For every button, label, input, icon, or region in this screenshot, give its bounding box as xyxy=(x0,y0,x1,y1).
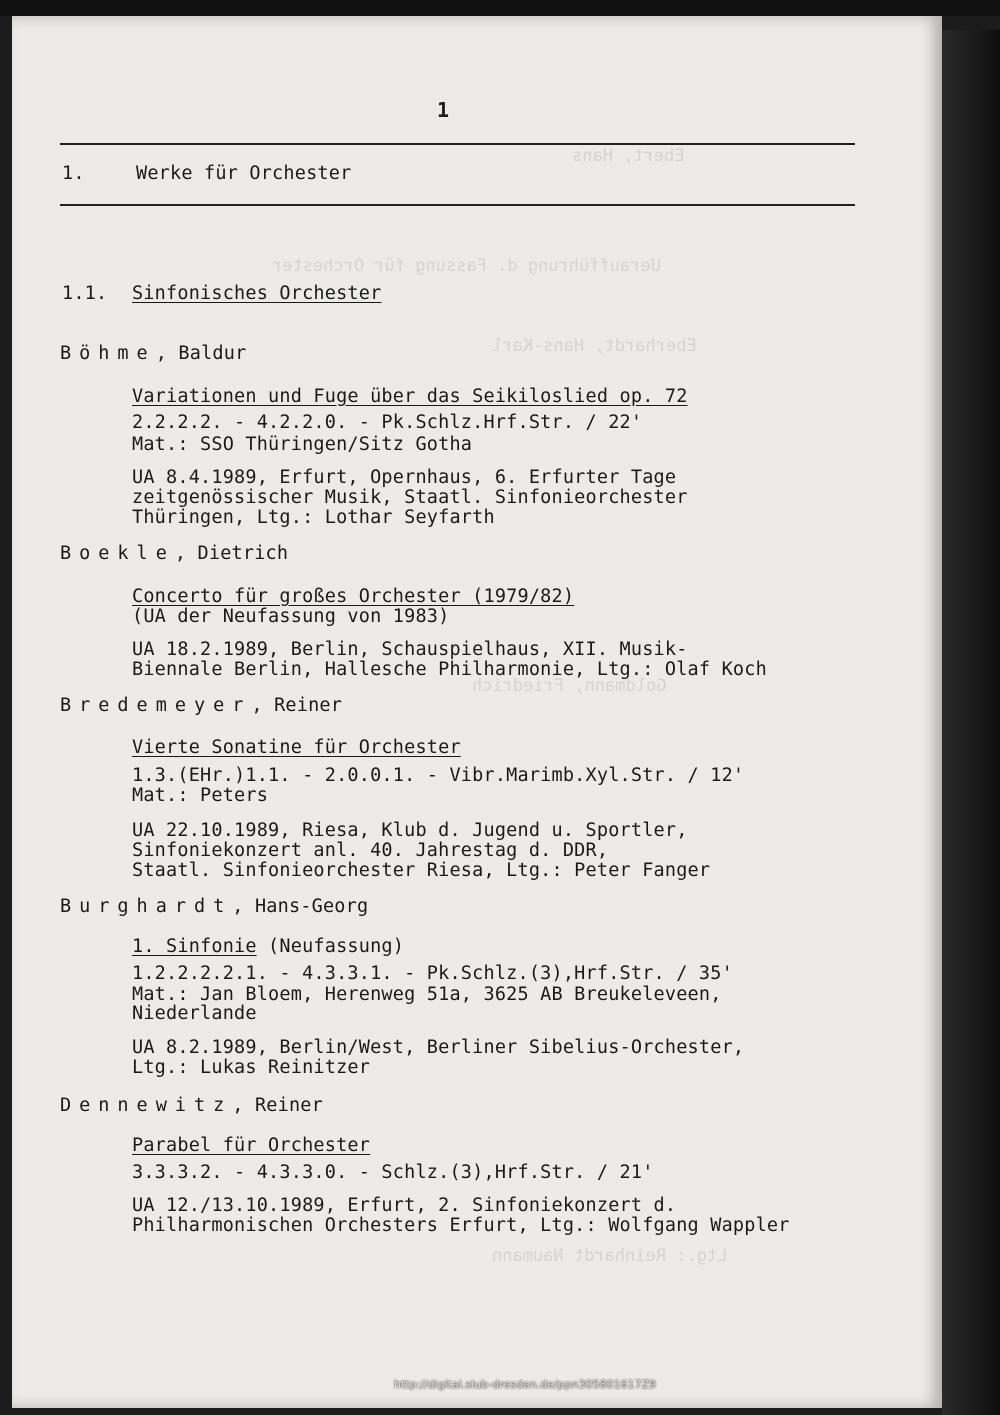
premiere-line: Staatl. Sinfonieorchester Riesa, Ltg.: Peter Fanger xyxy=(132,860,711,881)
work-title: Variationen und Fuge über das Seikiloslied op. 72 xyxy=(132,386,688,407)
scan-top-edge xyxy=(0,0,1000,16)
premiere-line: Sinfoniekonzert anl. 40. Jahrestag d. DDR, xyxy=(132,840,609,861)
premiere-line: Biennale Berlin, Hallesche Philharmonie, Ltg.: Olaf Koch xyxy=(132,659,767,680)
work-title-suffix: (Neufassung) xyxy=(256,936,405,957)
bleed-through-text: Ueraufführung d. Fassung für Orchester xyxy=(272,256,661,276)
subsection-number: 1.1. xyxy=(62,283,108,304)
work-scoring: 1.2.2.2.2.1. - 4.3.3.1. - Pk.Schlz.(3),Hrf.Str. / 35' xyxy=(132,963,733,984)
composer-name: Boekle, Dietrich xyxy=(60,543,289,564)
premiere-line: Philharmonischen Orchesters Erfurt, Ltg.: Wolfgang Wappler xyxy=(132,1215,790,1236)
work-material: Mat.: SSO Thüringen/Sitz Gotha xyxy=(132,434,473,455)
premiere-line: Thüringen, Ltg.: Lothar Seyfarth xyxy=(132,507,495,528)
section-rule-top xyxy=(60,143,855,145)
bleed-through-text: Ltg.: Reinhardt Naumann xyxy=(492,1246,728,1266)
work-note: (UA der Neufassung von 1983) xyxy=(132,606,450,627)
composer-surname: Bredemeyer xyxy=(60,695,252,716)
bleed-through-text: Ebert, Hans xyxy=(572,146,685,166)
section-rule-bottom xyxy=(60,204,855,206)
premiere-line: UA 18.2.1989, Berlin, Schauspielhaus, XII. Musik- xyxy=(132,639,688,660)
document-page xyxy=(12,16,942,1408)
section-number: 1. xyxy=(62,163,85,184)
work-material: Mat.: Jan Bloem, Herenweg 51a, 3625 AB Breukeleveen, xyxy=(132,984,722,1005)
composer-surname: Böhme xyxy=(60,343,156,364)
scan-right-edge xyxy=(942,30,1000,1415)
subsection-title: Sinfonisches Orchester xyxy=(132,283,382,304)
composer-given-name: Reiner xyxy=(274,695,343,716)
work-material: Mat.: Peters xyxy=(132,785,269,806)
work-scoring: 2.2.2.2. - 4.2.2.0. - Pk.Schlz.Hrf.Str. / 22' xyxy=(132,412,643,433)
composer-name: Böhme, Baldur xyxy=(60,343,247,364)
premiere-line: zeitgenössischer Musik, Staatl. Sinfonieorchester xyxy=(132,487,688,508)
work-title-line xyxy=(132,937,404,957)
composer-name: Burghardt, Hans-Georg xyxy=(60,896,369,917)
composer-given-name: Baldur xyxy=(178,343,247,364)
work-title: Vierte Sonatine für Orchester xyxy=(132,737,461,758)
composer-surname: Burghardt xyxy=(60,896,233,917)
composer-given-name: Dietrich xyxy=(197,543,289,564)
work-title: 1. Sinfonie xyxy=(132,936,257,957)
premiere-line: UA 8.4.1989, Erfurt, Opernhaus, 6. Erfurter Tage xyxy=(132,467,677,488)
work-title: Parabel für Orchester xyxy=(132,1135,371,1156)
composer-given-name: Hans-Georg xyxy=(254,896,369,917)
premiere-line: UA 12./13.10.1989, Erfurt, 2. Sinfoniekonzert d. xyxy=(132,1195,677,1216)
page-number: 1 xyxy=(437,98,450,122)
work-title: Concerto für großes Orchester (1979/82) xyxy=(132,586,575,607)
bleed-through-text: Eberhardt, Hans-Karl xyxy=(492,336,697,356)
composer-name: Bredemeyer, Reiner xyxy=(60,695,343,716)
composer-surname: Dennewitz xyxy=(60,1095,233,1116)
source-url-watermark: http://digital.slub-dresden.de/ppn305801617Z9 xyxy=(394,1378,656,1391)
premiere-line: UA 22.10.1989, Riesa, Klub d. Jugend u. Sportler, xyxy=(132,820,688,841)
composer-surname: Boekle xyxy=(60,543,175,564)
composer-given-name: Reiner xyxy=(254,1095,323,1116)
work-scoring: 1.3.(EHr.)1.1. - 2.0.0.1. - Vibr.Marimb.Xyl.Str. / 12' xyxy=(132,765,745,786)
work-scoring: 3.3.3.2. - 4.3.3.0. - Schlz.(3),Hrf.Str. / 21' xyxy=(132,1162,654,1183)
premiere-line: Ltg.: Lukas Reinitzer xyxy=(132,1057,371,1078)
work-material: Niederlande xyxy=(132,1003,257,1024)
composer-name: Dennewitz, Reiner xyxy=(60,1095,323,1116)
section-title: Werke für Orchester xyxy=(136,163,352,184)
bleed-through-text: Goldmann, Friedrich xyxy=(472,676,667,696)
premiere-line: UA 8.2.1989, Berlin/West, Berliner Sibelius-Orchester, xyxy=(132,1037,745,1058)
